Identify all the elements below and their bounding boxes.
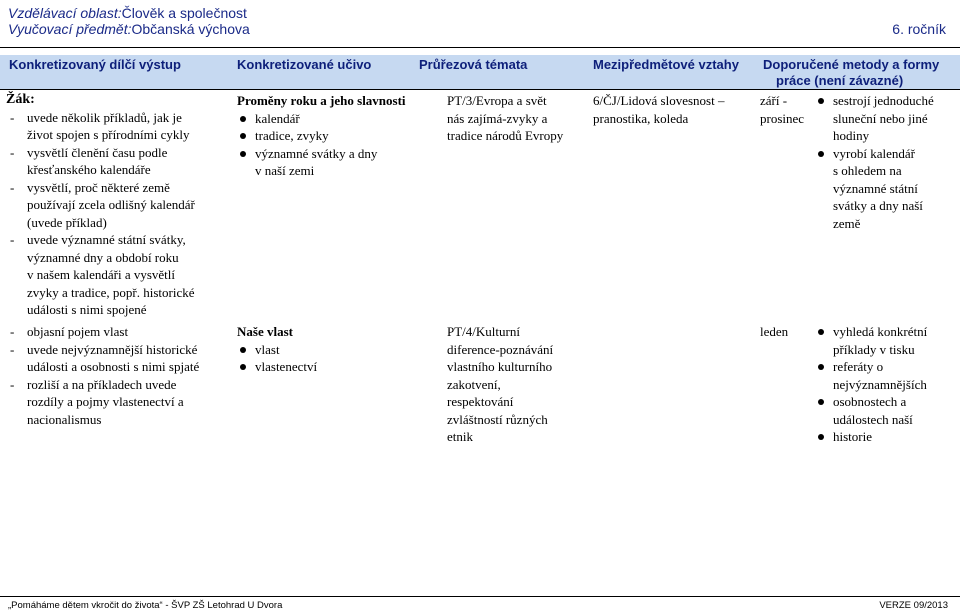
row1-interdisciplinary: 6/ČJ/Lidová slovesnost – pranostika, koleda	[593, 93, 725, 126]
row2-time: leden	[760, 324, 789, 339]
list-item: vlastenectví	[237, 358, 317, 376]
bullet-icon	[240, 133, 246, 139]
column-header-methods: Doporučené metody a formy	[763, 57, 940, 72]
row1-cross-topics: PT/3/Evropa a svět nás zajímá-zvyky a tradice národů Evropy	[447, 93, 564, 143]
list-item: - uvede několik příkladů, jak je život spojen s přírodními cykly	[6, 109, 195, 144]
bullet-icon	[240, 151, 246, 157]
row1-time: září - prosinec	[760, 93, 805, 126]
list-item: vlast	[237, 341, 317, 359]
footer-school: „Pomáháme dětem vkročit do života“ - ŠVP ZŠ Letohrad U Dvora	[8, 600, 283, 611]
list-item: - vysvětlí členění času podle křesťanského kalendáře	[6, 144, 195, 179]
row2-outputs	[6, 323, 199, 428]
educational-area-line	[8, 5, 247, 22]
bullet-icon	[818, 364, 824, 370]
list-item: osobnostech a událostech naší	[815, 393, 927, 428]
subject-value: Občanská výchova	[131, 21, 250, 37]
list-item: vyhledá konkrétní příklady v tisku	[815, 323, 927, 358]
row1-topic-list	[237, 110, 406, 180]
column-header-cross-topics: Průřezová témata	[419, 57, 528, 72]
row1-outputs	[6, 91, 195, 319]
list-item: kalendář	[237, 110, 406, 128]
list-item: - objasní pojem vlast	[6, 323, 199, 341]
list-item: - uvede nejvýznamnější historické události a osobnosti s nimi spjaté	[6, 341, 199, 376]
educational-area-label: Vzdělávací oblast:	[8, 5, 122, 21]
subject-label: Vyučovací předmět:	[8, 21, 132, 37]
bullet-icon	[818, 399, 824, 405]
bullet-icon	[240, 347, 246, 353]
row2-cross-topics: PT/4/Kulturní diference-poznávání vlastního kulturního zakotvení, respektování zvláštností různých etnik	[447, 324, 554, 444]
list-item: vyrobí kalendář s ohledem na významné státní svátky a dny naší země	[815, 145, 934, 233]
topic-title: Proměny roku a jeho slavnosti	[237, 93, 406, 108]
list-item: sestrojí jednoduché sluneční nebo jiné hodiny	[815, 92, 934, 145]
list-item: historie	[815, 428, 927, 446]
list-item: referáty o nejvýznamnějších	[815, 358, 927, 393]
row2-topic-list	[237, 341, 317, 376]
bullet-icon	[240, 116, 246, 122]
row2-method-list	[815, 323, 927, 446]
bullet-icon	[818, 98, 824, 104]
column-header-interdisciplinary: Mezipředmětové vztahy	[593, 57, 739, 72]
row1-output-list	[6, 109, 195, 319]
pupil-label: Žák:	[6, 92, 35, 107]
row2-methods	[815, 323, 927, 446]
grade-label: 6. ročník	[892, 21, 946, 37]
row1-method-list	[815, 92, 934, 232]
column-header-outputs: Konkretizovaný dílčí výstup	[9, 57, 181, 72]
subject-line	[8, 21, 250, 38]
list-item: - rozliší a na příkladech uvede rozdíly a pojmy vlastenectví a nacionalismus	[6, 376, 199, 429]
topic-title: Naše vlast	[237, 324, 293, 339]
column-header-methods-note: práce (není závazné)	[776, 73, 904, 88]
row2-output-list	[6, 323, 199, 428]
list-item: - uvede významné státní svátky, významné dny a období roku v našem kalendáři a vysvětlí zvyky a tradice, popř. historické události s nimi spojené	[6, 231, 195, 319]
row1-methods	[815, 92, 934, 232]
header-divider-top	[0, 47, 960, 48]
footer-version: VERZE 09/2013	[879, 600, 948, 611]
list-item: - vysvětlí, proč některé země používají zcela odlišný kalendář (uvede příklad)	[6, 179, 195, 232]
footer-divider	[0, 596, 960, 597]
list-item: významné svátky a dny v naší zemi	[237, 145, 406, 180]
list-item: tradice, zvyky	[237, 127, 406, 145]
bullet-icon	[240, 364, 246, 370]
bullet-icon	[818, 151, 824, 157]
educational-area-value: Člověk a společnost	[121, 5, 247, 21]
row1-curriculum	[237, 92, 406, 180]
bullet-icon	[818, 329, 824, 335]
column-header-curriculum: Konkretizované učivo	[237, 57, 372, 72]
bullet-icon	[818, 434, 824, 440]
header-divider-bottom	[0, 89, 960, 90]
row2-curriculum	[237, 323, 317, 376]
